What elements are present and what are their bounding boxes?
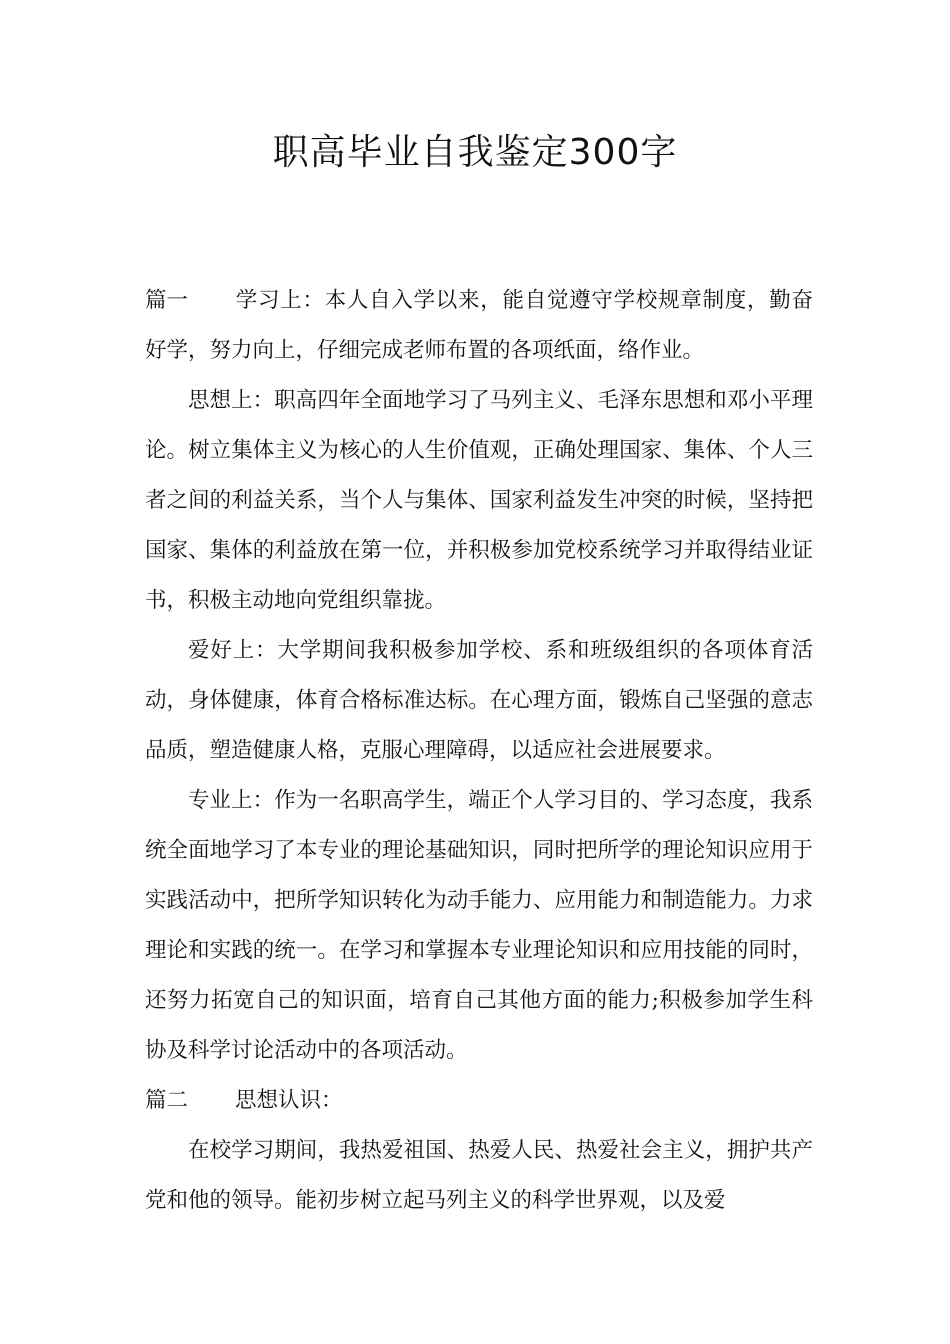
paragraph-major: 专业上：作为一名职高学生，端正个人学习目的、学习态度，我系统全面地学习了本专业的理论基础知识，同时把所学的理论知识应用于实践活动中，把所学知识转化为动手能力、应用能力和制造能力。力求理论和实践的统一。在学习和掌握本专业理论知识和应用技能的同时，还努力拓宽自己的知识面，培育自己其他方面的能力;积极参加学生科协及科学讨论活动中的各项活动。	[145, 788, 813, 1063]
section-2-label: 篇二	[145, 1088, 189, 1113]
section-1-intro-text: 学习上：本人自入学以来，能自觉遵守学校规章制度，勤奋好学，努力向上，仔细完成老师布置的各项纸面，络作业。	[145, 288, 813, 363]
section-2-intro-text: 思想认识：	[235, 1088, 343, 1113]
section-1-intro	[145, 276, 813, 376]
document-body	[145, 276, 813, 1226]
paragraph-hobby: 爱好上：大学期间我积极参加学校、系和班级组织的各项体育活动，身体健康，体育合格标准达标。在心理方面，锻炼自己坚强的意志品质，塑造健康人格，克服心理障碍，以适应社会进展要求。	[145, 638, 813, 763]
section-2-intro	[145, 1076, 813, 1126]
document-title: 职高毕业自我鉴定300字	[272, 132, 678, 173]
section-1-label: 篇一	[145, 288, 189, 313]
paragraph-thought: 思想上：职高四年全面地学习了马列主义、毛泽东思想和邓小平理论。树立集体主义为核心的人生价值观，正确处理国家、集体、个人三者之间的利益关系，当个人与集体、国家利益发生冲突的时候，坚持把国家、集体的利益放在第一位，并积极参加党校系统学习并取得结业证书，积极主动地向党组织靠拢。	[145, 388, 813, 613]
paragraph-school-study: 在校学习期间，我热爱祖国、热爱人民、热爱社会主义，拥护共产党和他的领导。能初步树立起马列主义的科学世界观，以及爱	[145, 1138, 813, 1213]
